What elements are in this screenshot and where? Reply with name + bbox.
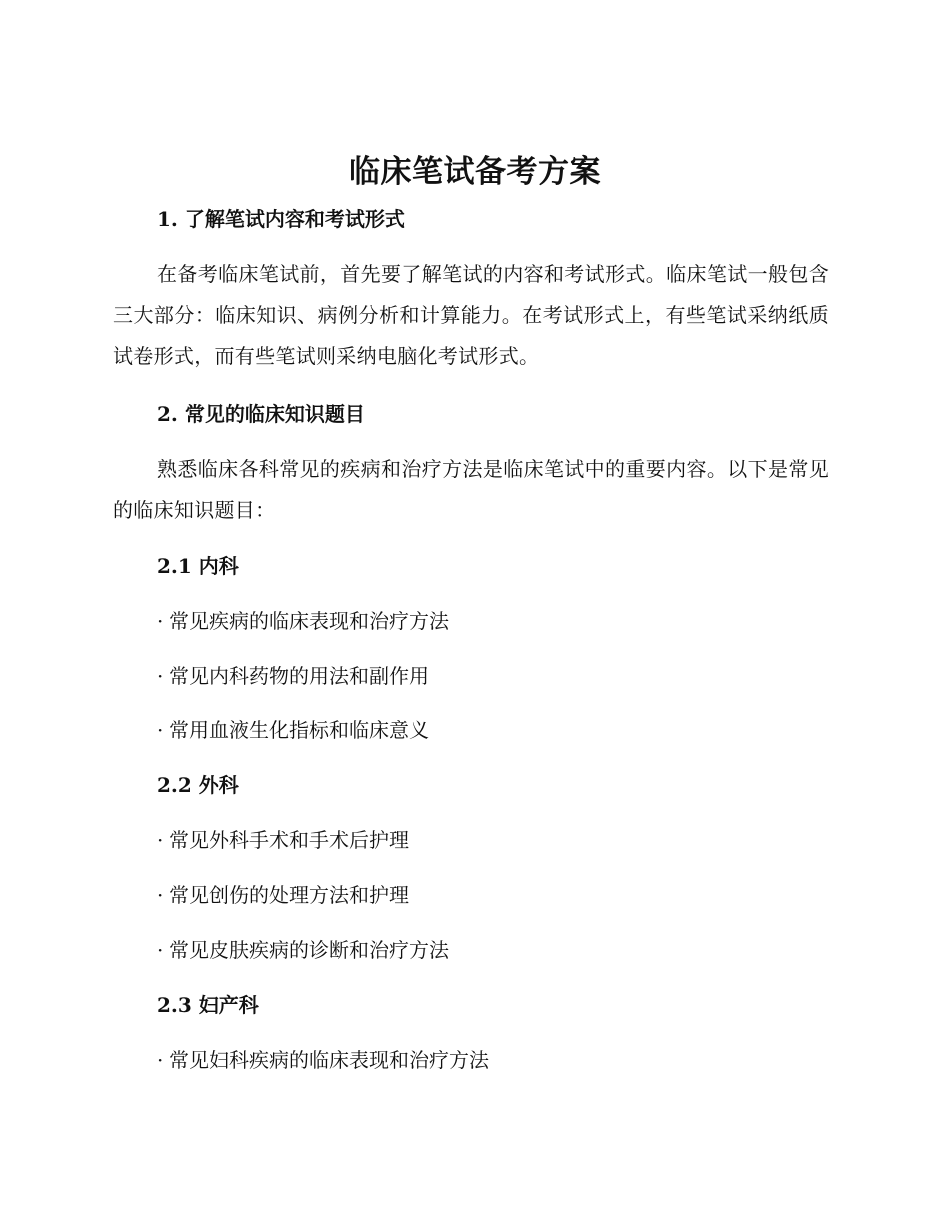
list-item [157, 662, 429, 690]
bullet-icon: · [157, 1048, 164, 1072]
list-item-text: 常见外科手术和手术后护理 [169, 828, 409, 852]
section-2-heading: 2. 常见的临床知识题目 [157, 402, 365, 426]
list-item-text: 常见创伤的处理方法和护理 [169, 883, 409, 907]
section-2-paragraph: 熟悉临床各科常见的疾病和治疗方法是临床笔试中的重要内容。以下是常见的临床知识题目： [113, 457, 829, 522]
list-item-text: 常见妇科疾病的临床表现和治疗方法 [169, 1048, 489, 1072]
list-item [157, 936, 449, 964]
list-item-text: 常用血液生化指标和临床意义 [169, 718, 429, 742]
subsection-2-1-heading: 2.1 内科 [157, 554, 239, 578]
list-item [157, 881, 409, 909]
subsection-2-2-heading: 2.2 外科 [157, 773, 239, 797]
subsection-2-3-heading: 2.3 妇产科 [157, 993, 259, 1017]
bullet-icon: · [157, 883, 164, 907]
list-item [157, 826, 409, 854]
list-item-text: 常见内科药物的用法和副作用 [169, 664, 429, 688]
list-item [157, 1046, 489, 1074]
bullet-icon: · [157, 718, 164, 742]
bullet-icon: · [157, 609, 164, 633]
section-1-heading: 1. 了解笔试内容和考试形式 [157, 207, 405, 231]
list-item [157, 607, 449, 635]
bullet-icon: · [157, 664, 164, 688]
list-item [157, 716, 429, 744]
document-title: 临床笔试备考方案 [349, 154, 601, 190]
bullet-icon: · [157, 828, 164, 852]
section-1-paragraph: 在备考临床笔试前，首先要了解笔试的内容和考试形式。临床笔试一般包含三大部分：临床知识、病例分析和计算能力。在考试形式上，有些笔试采纳纸质试卷形式，而有些笔试则采纳电脑化考试形式。 [113, 262, 829, 368]
list-item-text: 常见疾病的临床表现和治疗方法 [169, 609, 449, 633]
bullet-icon: · [157, 938, 164, 962]
list-item-text: 常见皮肤疾病的诊断和治疗方法 [169, 938, 449, 962]
